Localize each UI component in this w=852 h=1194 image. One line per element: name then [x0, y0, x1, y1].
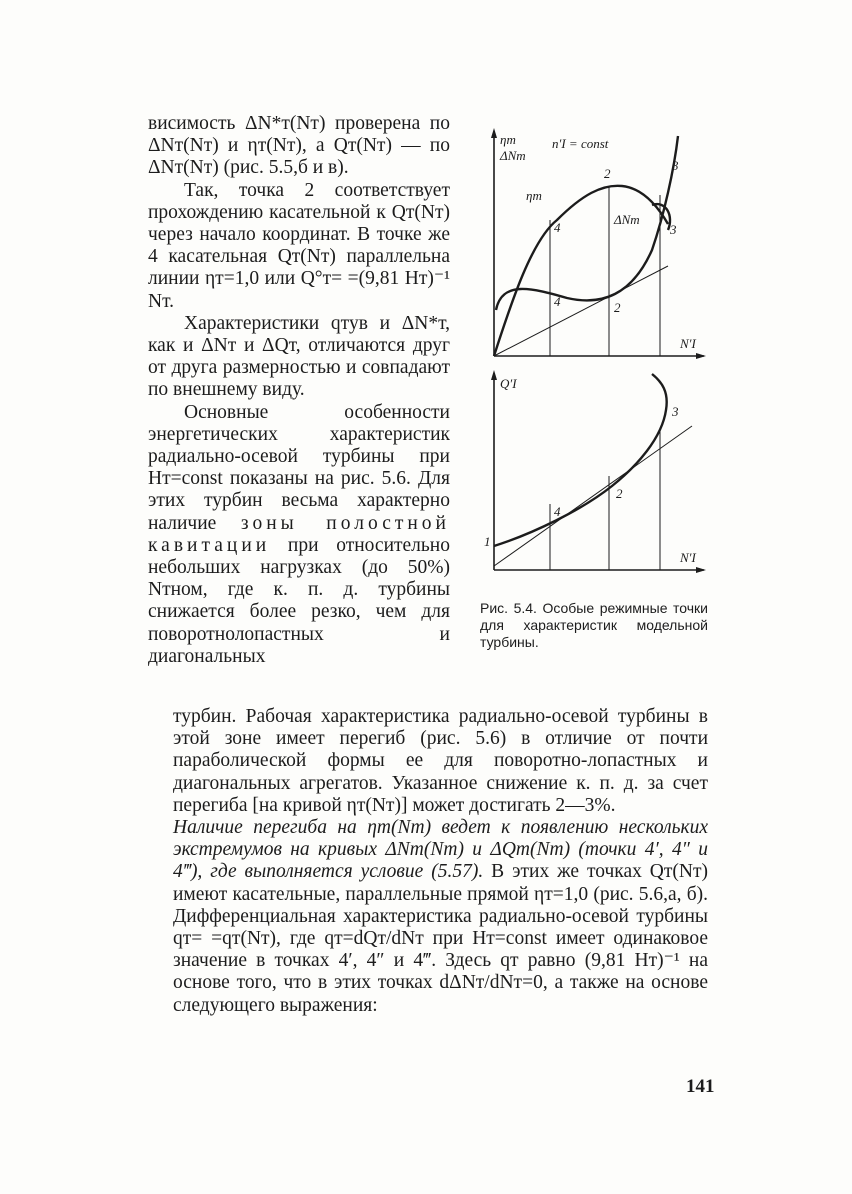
point-3-mid: 3	[670, 222, 677, 237]
point-4-mid: 4	[554, 294, 561, 309]
point-4-top: 4	[554, 220, 561, 235]
figure-5-4	[482, 120, 708, 590]
label-dN: ΔNт	[500, 148, 526, 163]
paragraph-3: Характеристики qтув и ΔN*т, как и ΔNт и ΔQт, отличаются друг от друга размерностью и совпадают по внешнему виду.	[148, 312, 450, 401]
paragraph-6-italic: Наличие перегиба на ηт(Nт) ведет к появлению нескольких экстремумов на кривых ΔNт(Nт) и ΔQт(Nт) (точки 4′, 4″ и 4‴), где выполняется условие (5.57).	[173, 817, 708, 883]
paragraph-4	[148, 402, 450, 668]
label-x-bottom: N′I	[680, 550, 696, 565]
label-eta: ηт	[500, 132, 516, 147]
point-4-bottom: 4	[554, 504, 561, 519]
point-2-top: 2	[604, 166, 611, 181]
bottom-panel	[491, 370, 706, 573]
text-full-width	[173, 706, 708, 1017]
paragraph-1: висимость ΔN*т(Nт) проверена по ΔNт(Nт) и ηт(Nт), а Qт(Nт) — по ΔNт(Nт) (рис. 5.5,б и в).	[148, 113, 450, 179]
label-curve-dN: ΔNт	[614, 212, 640, 227]
label-condition: n′I = const	[552, 136, 609, 151]
point-2-mid: 2	[614, 300, 621, 315]
point-1-bottom: 1	[484, 534, 491, 549]
paragraph-4-lead: Основные особенности энергетических характеристик радиально-осевой турбины при Hт=const показаны на рис. 5.6. Для этих турбин весьма характерно наличие	[148, 401, 450, 534]
label-curve-eta: ηт	[526, 188, 542, 203]
point-3-bottom: 3	[672, 404, 679, 419]
label-x-top: N′I	[680, 336, 696, 351]
figure-svg	[482, 120, 708, 590]
paragraph-2: Так, точка 2 соответствует прохождению касательной к Qт(Nт) через начало координат. В точке же 4 касательная Qт(Nт) параллельна линии ηт=1,0 или Q°т= =(9,81 Hт)⁻¹ Nт.	[148, 179, 450, 312]
paragraph-6	[173, 817, 708, 1017]
paragraph-4-tail: при относительно небольших нагрузках (до 50%) Nтном, где к. п. д. турбины снижается более резко, чем для поворотнолопастных и диагональных	[148, 534, 450, 667]
figure-caption: Рис. 5.4. Особые режимные точки для характеристик модельной турбины.	[480, 600, 708, 650]
label-Q: Q′I	[500, 376, 517, 391]
text-column	[148, 113, 450, 668]
paragraph-6-rest: В этих же точках Qт(Nт) имеют касательные, параллельные прямой ηт=1,0 (рис. 5.6,а, б). Дифференциальная характеристика радиально-осевой турбины qт= =qт(Nт), где qт=dQт/dNт при Hт=const имеет одинаковое значение в точках 4′, 4″ и 4‴. Здесь qт равно (9,81 Hт)⁻¹ на основе того, что в этих точках dΔNт/dNт=0, а также на основе следующего выражения:	[173, 861, 708, 1016]
point-3-top: 3	[672, 158, 679, 173]
point-2-bottom: 2	[616, 486, 623, 501]
page-number: 141	[686, 1076, 715, 1097]
paragraph-5: турбин. Рабочая характеристика радиально-осевой турбины в этой зоне имеет перегиб (рис. 5.6) в отличие от почти параболической формы ее для поворотно-лопастных и диагональных агрегатов. Указанное снижение к. п. д. за счет перегиба [на кривой ηт(Nт)] может достигать 2—3%.	[173, 706, 708, 816]
spaced-term: зоны полостной кавитации	[148, 512, 450, 556]
